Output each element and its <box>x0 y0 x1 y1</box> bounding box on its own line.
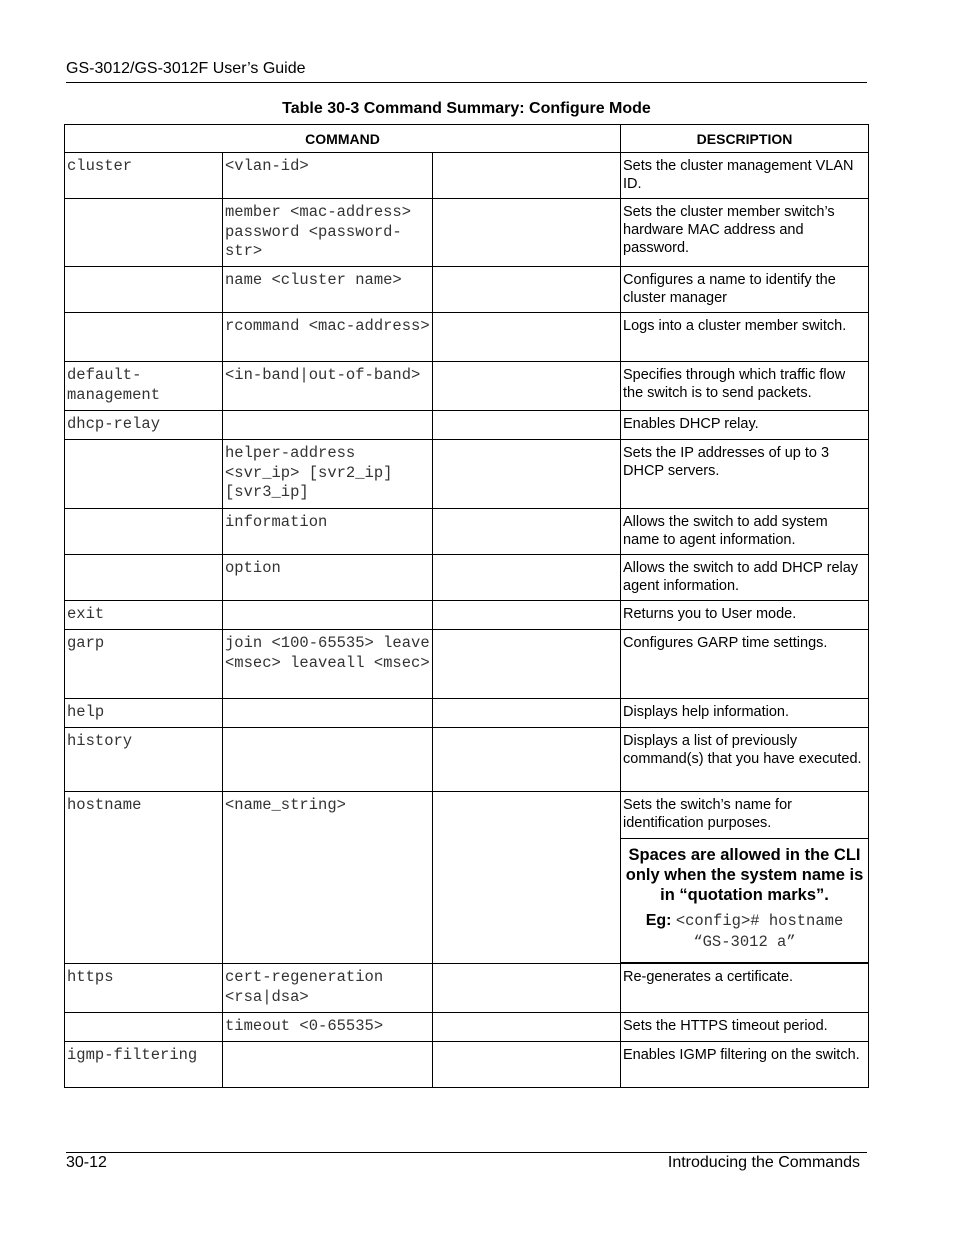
command-cell <box>65 313 222 317</box>
command-cell <box>65 267 222 271</box>
example-code: <config># hostname “GS-3012 a” <box>675 912 853 951</box>
argument-cell <box>223 601 432 605</box>
description-cell: Enables IGMP filtering on the switch. <box>623 1047 860 1063</box>
extra-cell <box>433 792 620 796</box>
argument-cell <box>223 728 432 732</box>
description-cell: Specifies through which traffic flow the switch is to send packets. <box>623 367 846 401</box>
description-cell: Enables DHCP relay. <box>623 416 759 432</box>
command-cell <box>65 1013 222 1017</box>
table-row <box>65 601 869 630</box>
table-row <box>65 440 869 509</box>
table-row <box>65 1042 869 1088</box>
description-cell: Re-generates a certificate. <box>623 969 794 985</box>
description-cell: Returns you to User mode. <box>623 606 797 622</box>
table-header-row <box>65 125 869 153</box>
argument-cell <box>223 699 432 703</box>
description-cell: Displays a list of previously command(s) that you have executed. <box>623 733 862 767</box>
example-label: Eg: <box>645 912 672 929</box>
description-cell: Sets the cluster management VLAN ID. <box>623 158 854 192</box>
extra-cell <box>433 964 620 968</box>
argument-cell: cert-regeneration <rsa|dsa> <box>225 968 393 1006</box>
argument-cell: rcommand <mac-address> <box>225 317 430 335</box>
description-cell: Configures a name to identify the cluster manager <box>623 272 836 306</box>
extra-cell <box>433 267 620 271</box>
argument-cell: join <100-65535> leave <msec> leaveall <msec> <box>225 634 439 672</box>
argument-cell: <vlan-id> <box>225 157 309 175</box>
extra-cell <box>433 699 620 703</box>
table-row <box>65 362 869 411</box>
command-cell: cluster <box>67 157 133 175</box>
table-caption: Table 30-3 Command Summary: Configure Mode <box>282 100 651 117</box>
argument-cell: timeout <0-65535> <box>225 1017 384 1035</box>
argument-cell <box>223 1042 432 1046</box>
table-row <box>65 728 869 792</box>
description-cell: Displays help information. <box>623 704 790 720</box>
note-divider <box>621 958 868 963</box>
description-cell: Sets the IP addresses of up to 3 DHCP servers. <box>623 445 830 479</box>
page-number: 30-12 <box>66 1154 107 1171</box>
description-cell: Sets the HTTPS timeout period. <box>623 1018 828 1034</box>
description-column-header: DESCRIPTION <box>621 125 869 153</box>
extra-cell <box>433 728 620 732</box>
table-row <box>65 699 869 728</box>
chapter-title: Introducing the Commands <box>667 1154 860 1171</box>
extra-cell <box>433 1013 620 1017</box>
table-row <box>65 411 869 440</box>
description-cell: Allows the switch to add DHCP relay agent information. <box>623 560 859 594</box>
argument-cell: information <box>225 513 328 531</box>
table-row <box>65 313 869 362</box>
table-row <box>65 1013 869 1042</box>
command-cell: hostname <box>67 796 142 814</box>
table-row <box>65 964 869 1013</box>
header-divider <box>66 82 867 83</box>
command-cell <box>65 199 222 203</box>
extra-cell <box>433 411 620 415</box>
command-cell <box>65 509 222 513</box>
command-cell: igmp-filtering <box>67 1046 198 1064</box>
document-header-title: GS-3012/GS-3012F User’s Guide <box>66 60 306 77</box>
command-column-header: COMMAND <box>65 125 621 153</box>
extra-cell <box>433 1042 620 1046</box>
extra-cell <box>433 199 620 203</box>
argument-cell: helper-address <svr_ip> [svr2_ip] [svr3_ip] <box>225 444 402 501</box>
command-cell: default-management <box>67 366 161 404</box>
extra-cell <box>433 509 620 513</box>
table-row <box>65 630 869 699</box>
command-cell: https <box>67 968 114 986</box>
extra-cell <box>433 313 620 317</box>
description-cell: Sets the switch’s name for identification purposes. <box>623 797 792 831</box>
command-cell: history <box>67 732 133 750</box>
description-cell: Sets the cluster member switch’s hardware MAC address and password. <box>623 204 835 256</box>
argument-cell: name <cluster name> <box>225 271 402 289</box>
hostname-note: Spaces are allowed in the CLI only when the system name is in “quotation marks”. <box>621 838 868 911</box>
command-cell: dhcp-relay <box>67 415 161 433</box>
extra-cell <box>433 362 620 366</box>
command-cell: help <box>67 703 105 721</box>
footer-divider <box>66 1152 867 1153</box>
argument-cell: member <mac-address> password <password-str> <box>225 203 421 260</box>
argument-cell: option <box>225 559 281 577</box>
command-cell <box>65 440 222 444</box>
extra-cell <box>433 153 620 157</box>
table-row <box>65 792 869 964</box>
extra-cell <box>433 630 620 634</box>
argument-cell: <in-band|out-of-band> <box>225 366 421 384</box>
description-cell: Logs into a cluster member switch. <box>623 318 847 334</box>
table-row <box>65 267 869 313</box>
table-row <box>65 555 869 601</box>
command-summary-table <box>64 124 869 1088</box>
table-row <box>65 199 869 267</box>
command-cell: garp <box>67 634 105 652</box>
extra-cell <box>433 601 620 605</box>
table-row <box>65 509 869 555</box>
argument-cell <box>223 411 432 415</box>
hostname-example <box>621 911 868 958</box>
table-row <box>65 153 869 199</box>
extra-cell <box>433 555 620 559</box>
description-cell: Configures GARP time settings. <box>623 635 828 651</box>
extra-cell <box>433 440 620 444</box>
command-cell <box>65 555 222 559</box>
description-cell: Allows the switch to add system name to agent information. <box>623 514 828 548</box>
argument-cell: <name_string> <box>225 796 346 814</box>
command-cell: exit <box>67 605 105 623</box>
